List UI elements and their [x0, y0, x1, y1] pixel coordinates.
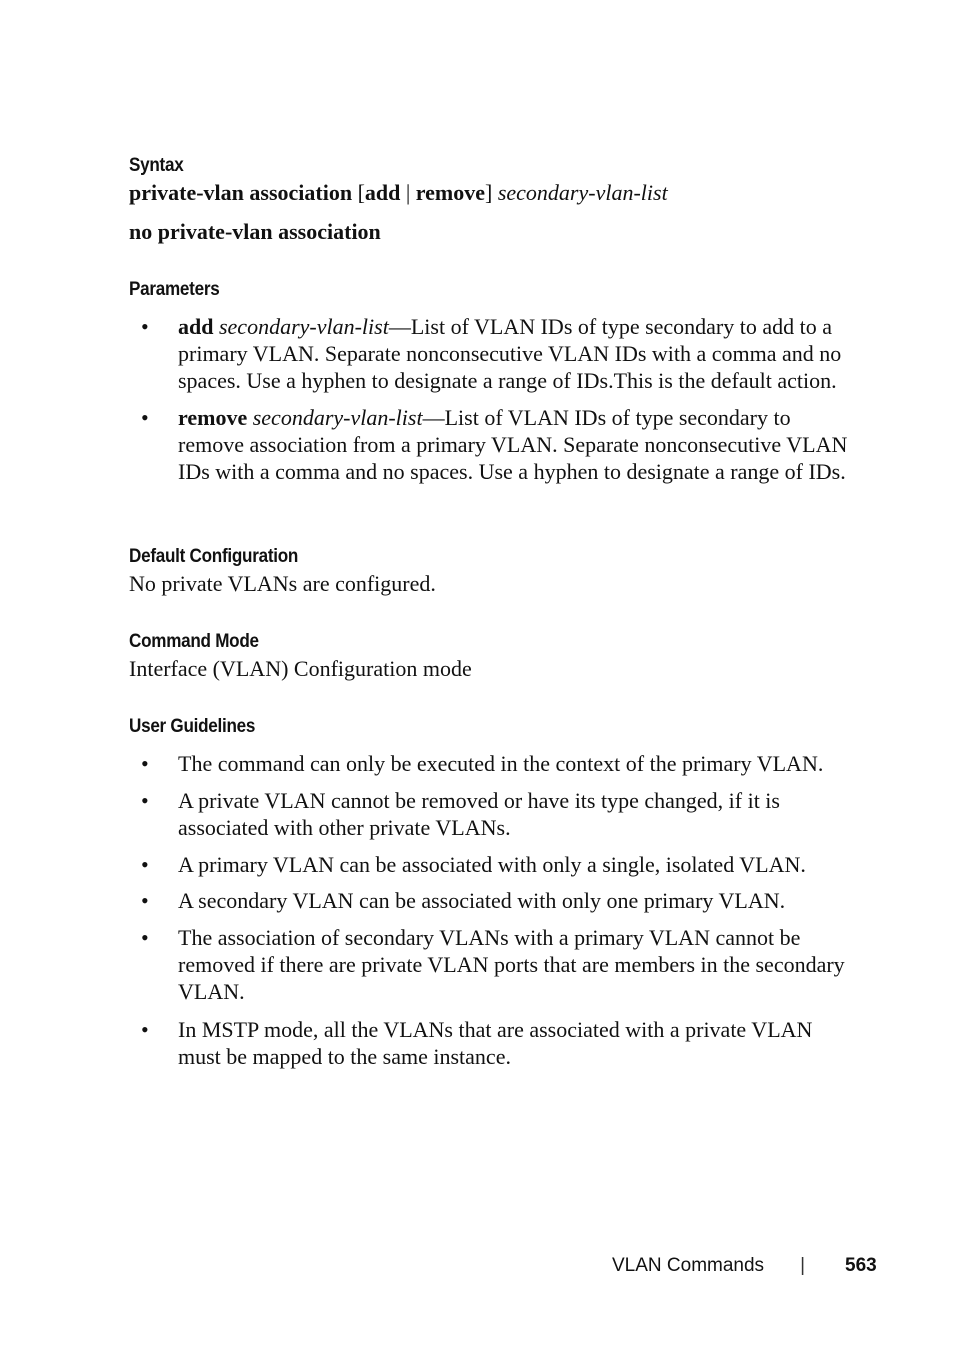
parameter-item-add: • add secondary-vlan-list—List of VLAN IDs of type secondary to add to a primary VLAN. Separate nonconsecutive VLAN IDs with a comma and no spaces. Use a hyphen to designate a range of IDs.This is the default action. [129, 313, 859, 395]
command-mode-text: Interface (VLAN) Configuration mode [129, 656, 472, 681]
default-configuration-heading: Default Configuration [129, 546, 299, 567]
guideline-item: • A secondary VLAN can be associated with only one primary VLAN. [129, 887, 859, 914]
guideline-item: • A private VLAN cannot be removed or have its type changed, if it is associated with other private VLANs. [129, 787, 859, 841]
default-configuration-text: No private VLANs are configured. [129, 571, 436, 596]
syntax-line-1: private-vlan association [add | remove] secondary-vlan-list [129, 180, 668, 205]
page-footer [612, 1255, 877, 1277]
guideline-item: • The command can only be executed in the context of the primary VLAN. [129, 750, 859, 777]
user-guidelines-list [129, 750, 859, 1070]
footer-separator: | [800, 1255, 805, 1276]
syntax-heading: Syntax [129, 155, 184, 176]
syntax-line-2: no private-vlan association [129, 219, 381, 244]
guideline-item: • In MSTP mode, all the VLANs that are associated with a private VLAN must be mapped to the same instance. [129, 1016, 859, 1070]
user-guidelines-heading: User Guidelines [129, 716, 256, 737]
page-number: 563 [845, 1255, 877, 1276]
guideline-item: • The association of secondary VLANs with a primary VLAN cannot be removed if there are private VLAN ports that are members in the secondary VLAN. [129, 924, 859, 1006]
footer-section-title: VLAN Commands [612, 1255, 765, 1276]
guideline-item: • A primary VLAN can be associated with only a single, isolated VLAN. [129, 851, 859, 878]
parameter-item-remove: • remove secondary-vlan-list—List of VLAN IDs of type secondary to remove association from a primary VLAN. Separate nonconsecutive VLAN IDs with a comma and no spaces. Use a hyphen to designate a range of IDs. [129, 404, 859, 486]
parameters-heading: Parameters [129, 279, 220, 300]
parameters-list [129, 313, 859, 485]
command-mode-heading: Command Mode [129, 631, 259, 652]
